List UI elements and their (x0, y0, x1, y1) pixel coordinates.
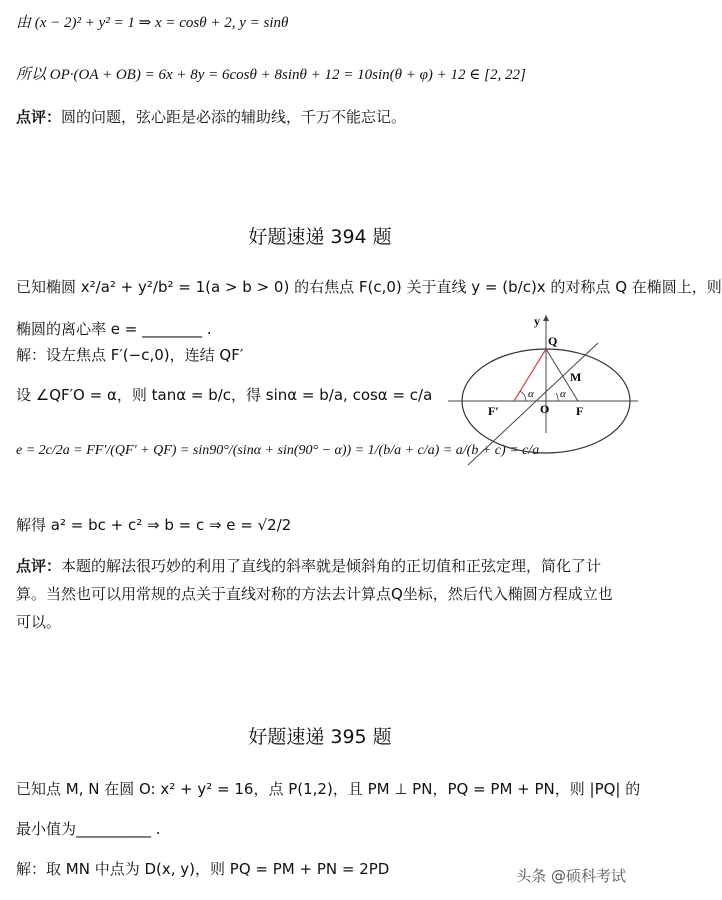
label-alpha-2: α (560, 388, 566, 400)
label-y: y (534, 314, 540, 328)
label-f1: F′ (488, 404, 499, 418)
alpha-arc-1 (520, 391, 526, 401)
problem-394-line2: 椭圆的离心率 e = ________ . (16, 320, 212, 338)
comment-text: 本题的解法很巧妙的利用了直线的斜率就是倾斜角的正切值和正弦定理，简化了计算。当然也可以用常规的点关于直线对称的方法去计算点Q坐标，然后代入椭圆方程成立也可以。 (16, 557, 613, 631)
comment-1 (16, 106, 406, 128)
heading-394: 好题速递 394 题 (248, 226, 392, 248)
solution-394-line3: e = 2c/2a = FF′/(QF′ + QF) = sin90°/(sinα + sin(90° − α)) = 1/(b/a + c/a) = a/(b + c) = c/a (16, 443, 540, 458)
comment-text: 圆的问题，弦心距是必添的辅助线，千万不能忘记。 (61, 108, 407, 126)
label-o: O (540, 402, 550, 416)
eq-parametric: 由 (x − 2)² + y² = 1 ⇒ x = cosθ + 2, y = sinθ (16, 15, 289, 31)
problem-394-line1: 已知椭圆 x²/a² + y²/b² = 1(a > b > 0) 的右焦点 F(c,0) 关于直线 y = (b/c)x 的对称点 Q 在椭圆上，则 (16, 278, 722, 296)
comment-label: 点评： (16, 557, 62, 575)
solution-395-line1: 解：取 MN 中点为 D(x, y)，则 PQ = PM + PN = 2PD (16, 860, 390, 878)
problem-395-line1: 已知点 M, N 在圆 O: x² + y² = 16，点 P(1,2)，且 PM ⊥ PN，PQ = PM + PN，则 |PQ| 的 (16, 780, 641, 798)
solution-394-line1: 解：设左焦点 F′(−c,0)，连结 QF′ (16, 346, 244, 364)
solution-394-line2: 设 ∠QF′O = α，则 tanα = b/c，得 sinα = b/a, cosα = c/a (16, 386, 433, 404)
ellipse-figure (448, 315, 638, 439)
alpha-arc-2 (556, 393, 558, 401)
eq-dot-product: 所以 OP·(OA + OB) = 6x + 8y = 6cosθ + 8sinθ + 12 = 10sin(θ + φ) + 12 ∈ [2, 22] (16, 67, 526, 83)
problem-395-line2: 最小值为__________ . (16, 820, 161, 838)
y-axis-arrow (543, 315, 549, 321)
comment-label: 点评： (16, 108, 62, 126)
label-m: M (570, 370, 582, 384)
label-f: F (576, 404, 584, 418)
comment-394 (16, 552, 626, 636)
heading-395: 好题速递 395 题 (248, 726, 392, 748)
watermark: 头条 @硕科考试 (516, 867, 626, 885)
solution-394-line4: 解得 a² = bc + c² ⇒ b = c ⇒ e = √2/2 (16, 516, 292, 534)
label-alpha-1: α (528, 388, 534, 400)
label-q: Q (548, 334, 558, 348)
